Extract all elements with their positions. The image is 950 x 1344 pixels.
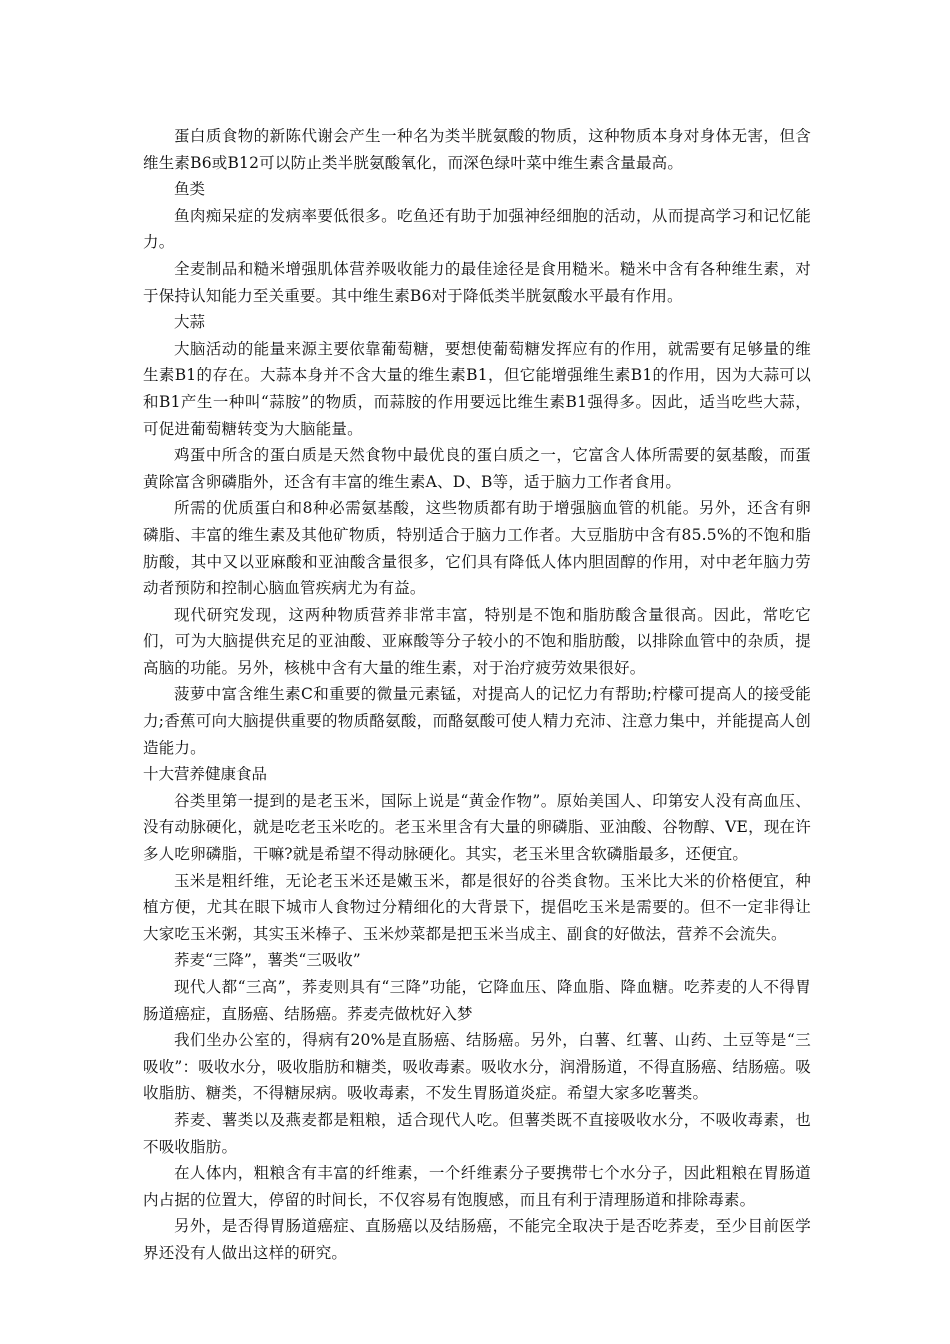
section-heading-fish: 鱼类: [174, 180, 206, 199]
paragraph: 玉米是粗纤维，无论老玉米还是嫩玉米，都是很好的谷类食物。玉米比大米的价格便宜，种植方便，尤其在眼下城市人食物过分精细化的大背景下，提倡吃玉米是需要的。但不一定非得让大家吃玉米粥，其实玉米棒子、玉米炒菜都是把玉米当成主、副食的好做法，营养不会流失。: [143, 871, 811, 943]
paragraph: 蛋白质食物的新陈代谢会产生一种名为类半胱氨酸的物质，这种物质本身对身体无害，但含维生素B6或B12可以防止类半胱氨酸氧化，而深色绿叶菜中维生素含量最高。: [143, 127, 811, 172]
paragraph: 我们坐办公室的，得病有20%是直肠癌、结肠癌。另外，白薯、红薯、山药、土豆等是“三吸收”：吸收水分，吸收脂肪和糖类，吸收毒素。吸收水分，润滑肠道，不得直肠癌、结肠癌。吸收脂肪、糖类，不得糖尿病。吸收毒素，不发生胃肠道炎症。希望大家多吃薯类。: [143, 1031, 811, 1103]
document-body: [143, 123, 811, 1267]
paragraph: 另外，是否得胃肠道癌症、直肠癌以及结肠癌，不能完全取决于是否吃荞麦，至少目前医学界还没有人做出这样的研究。: [143, 1217, 811, 1262]
paragraph: 在人体内，粗粮含有丰富的纤维素，一个纤维素分子要携带七个水分子，因此粗粮在胃肠道内占据的位置大，停留的时间长，不仅容易有饱腹感，而且有利于清理肠道和排除毒素。: [143, 1164, 811, 1209]
paragraph: 现代研究发现，这两种物质营养非常丰富，特别是不饱和脂肪酸含量很高。因此，常吃它们，可为大脑提供充足的亚油酸、亚麻酸等分子较小的不饱和脂肪酸，以排除血管中的杂质，提高脑的功能。另外，核桃中含有大量的维生素，对于治疗疲劳效果很好。: [143, 605, 811, 677]
section-heading-buckwheat-potato: 荞麦“三降”，薯类“三吸收”: [174, 951, 361, 970]
paragraph: 现代人都“三高”，荞麦则具有“三降”功能，它降血压、降血脂、降血糖。吃荞麦的人不得胃肠道癌症，直肠癌、结肠癌。荞麦壳做枕好入梦: [143, 978, 811, 1023]
paragraph: 鱼肉痴呆症的发病率要低很多。吃鱼还有助于加强神经细胞的活动，从而提高学习和记忆能力。: [143, 206, 811, 252]
section-heading-top-ten-foods: 十大营养健康食品: [143, 765, 268, 784]
paragraph: 荞麦、薯类以及燕麦都是粗粮，适合现代人吃。但薯类既不直接吸收水分，不吸收毒素，也不吸收脂肪。: [143, 1110, 811, 1156]
section-heading-garlic: 大蒜: [174, 313, 206, 332]
paragraph: 全麦制品和糙米增强肌体营养吸收能力的最佳途径是食用糙米。糙米中含有各种维生素，对于保持认知能力至关重要。其中维生素B6对于降低类半胱氨酸水平最有作用。: [143, 259, 811, 305]
paragraph: 大脑活动的能量来源主要依靠葡萄糖，要想使葡萄糖发挥应有的作用，就需要有足够量的维生素B1的存在。大蒜本身并不含大量的维生素B1，但它能增强维生素B1的作用，因为大蒜可以和B1产生一种叫“蒜胺”的物质，而蒜胺的作用要远比维生素B1强得多。因此，适当吃些大蒜，可促进葡萄糖转变为大脑能量。: [143, 339, 811, 438]
paragraph: 鸡蛋中所含的蛋白质是天然食物中最优良的蛋白质之一，它富含人体所需要的氨基酸，而蛋黄除富含卵磷脂外，还含有丰富的维生素A、D、B等，适于脑力工作者食用。: [143, 446, 811, 491]
paragraph: 菠萝中富含维生素C和重要的微量元素锰，对提高人的记忆力有帮助;柠檬可提高人的接受能力;香蕉可向大脑提供重要的物质酪氨酸，而酪氨酸可使人精力充沛、注意力集中，并能提高人创造能力。: [143, 685, 811, 757]
paragraph: 所需的优质蛋白和8种必需氨基酸，这些物质都有助于增强脑血管的机能。另外，还含有卵磷脂、丰富的维生素及其他矿物质，特别适合于脑力工作者。大豆脂肪中含有85.5%的不饱和脂肪酸，其中又以亚麻酸和亚油酸含量很多，它们具有降低人体内胆固醇的作用，对中老年脑力劳动者预防和控制心脑血管疾病尤为有益。: [143, 499, 811, 598]
paragraph: 谷类里第一提到的是老玉米，国际上说是“黄金作物”。原始美国人、印第安人没有高血压、没有动脉硬化，就是吃老玉米吃的。老玉米里含有大量的卵磷脂、亚油酸、谷物醇、VE，现在许多人吃卵磷脂，干嘛?就是希望不得动脉硬化。其实，老玉米里含软磷脂最多，还便宜。: [143, 791, 811, 864]
